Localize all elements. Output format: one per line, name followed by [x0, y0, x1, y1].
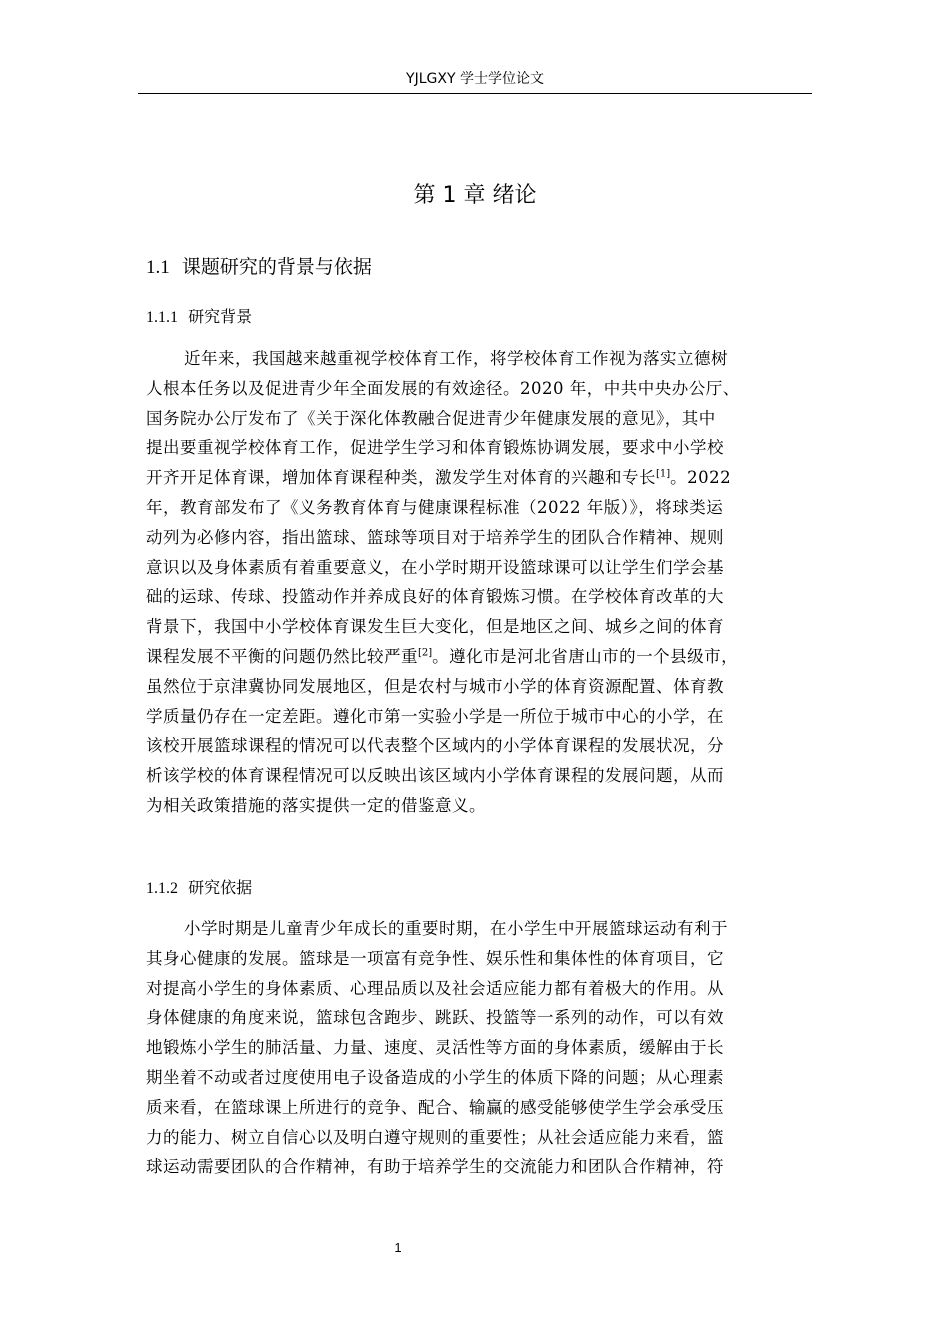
subsection-number: 1.1.2: [146, 880, 178, 897]
paragraph-line: 背景下，我国中小学校体育课发生巨大变化，但是地区之间、城乡之间的体育: [146, 617, 724, 637]
paragraph-line: 身体健康的角度来说，篮球包含跑步、跳跃、投篮等一系列的动作，可以有效: [146, 1008, 724, 1028]
citation-ref: [1]: [656, 468, 671, 480]
paragraph-line: 力的能力、树立自信心以及明白遵守规则的重要性；从社会适应能力来看，篮: [146, 1127, 724, 1147]
subsection-number: 1.1.1: [146, 309, 178, 326]
paragraph-line: 其身心健康的发展。篮球是一项富有竞争性、娱乐性和集体性的体育项目，它: [146, 948, 724, 968]
subsection-heading-basis: [146, 877, 252, 900]
paragraph-line: 对提高小学生的身体素质、心理品质以及社会适应能力都有着极大的作用。从: [146, 978, 724, 998]
section-heading: [146, 253, 372, 282]
paragraph-line: 小学时期是儿童青少年成长的重要时期，在小学生中开展篮球运动有利于: [184, 919, 728, 938]
paragraph-line: 国务院办公厅发布了《关于深化体教融合促进青少年健康发展的意见》，其中: [146, 408, 716, 428]
paragraph-line: 年，教育部发布了《义务教育体育与健康课程标准（2022 年版）》，将球类运: [146, 497, 724, 517]
chapter-title: 第 1 章 绪论: [413, 183, 537, 208]
subsection-title-text: 研究背景: [188, 307, 253, 326]
subsection-title-text: 研究依据: [188, 878, 253, 897]
section-number: 1.1: [146, 257, 170, 278]
paragraph-line: 球运动需要团队的合作精神，有助于培养学生的交流能力和团队合作精神，符: [146, 1157, 724, 1177]
paragraph-line: 础的运球、传球、投篮动作并养成良好的体育锻炼习惯。在学校体育改革的大: [146, 587, 724, 607]
paragraph-line: 质来看，在篮球课上所进行的竞争、配合、输赢的感受能够使学生学会承受压: [146, 1097, 724, 1117]
paragraph-line: 该校开展篮球课程的情况可以代表整个区域内的小学体育课程的发展状况，分: [146, 736, 724, 756]
header-divider: [138, 93, 812, 94]
paragraph-line: 地锻炼小学生的肺活量、力量、速度、灵活性等方面的身体素质，缓解由于长: [146, 1038, 724, 1058]
paragraph-line: 析该学校的体育课程情况可以反映出该区域内小学体育课程的发展问题，从而: [146, 766, 724, 786]
paragraph-line: [146, 463, 814, 493]
paragraph-line: 为相关政策措施的落实提供一定的借鉴意义。: [146, 795, 486, 815]
paragraph-line: 动列为必修内容，指出篮球、篮球等项目对于培养学生的团队合作精神、规则: [146, 527, 724, 547]
citation-ref: [2]: [418, 647, 433, 659]
paragraph-line: 期坐着不动或者过度使用电子设备造成的小学生的体质下降的问题；从心理素: [146, 1067, 724, 1087]
paragraph-line: 近年来，我国越来越重视学校体育工作，将学校体育工作视为落实立德树: [184, 349, 728, 368]
paragraph-line-tail: 。2022: [670, 468, 732, 488]
running-header: YJLGXY 学士学位论文: [406, 71, 544, 87]
paragraph-line: 意识以及身体素质有着重要意义，在小学时期开设篮球课可以让学生们学会基: [146, 557, 724, 577]
paragraph-line: 人根本任务以及促进青少年全面发展的有效途径。2020 年，中共中央办公厅、: [146, 378, 740, 398]
paragraph-line: [146, 642, 814, 672]
paragraph-line-tail: 。遵化市是河北省唐山市的一个县级市，: [432, 646, 739, 666]
section-title-text: 课题研究的背景与依据: [181, 256, 372, 278]
paragraph-line: 提出要重视学校体育工作，促进学生学习和体育锻炼协调发展，要求中小学校: [146, 438, 724, 458]
page-number: 1: [394, 1240, 402, 1255]
background-paragraph: [146, 344, 814, 821]
basis-paragraph: [146, 914, 814, 1182]
paragraph-line-text: 开齐开足体育课，增加体育课程种类，激发学生对体育的兴趣和专长: [146, 468, 656, 488]
subsection-heading-background: [146, 306, 252, 329]
paragraph-line: 虽然位于京津冀协同发展地区，但是农村与城市小学的体育资源配置、体育教: [146, 676, 724, 696]
paragraph-line-text: 课程发展不平衡的问题仍然比较严重: [146, 646, 418, 666]
paragraph-line: 学质量仍存在一定差距。遵化市第一实验小学是一所位于城市中心的小学，在: [146, 706, 724, 726]
